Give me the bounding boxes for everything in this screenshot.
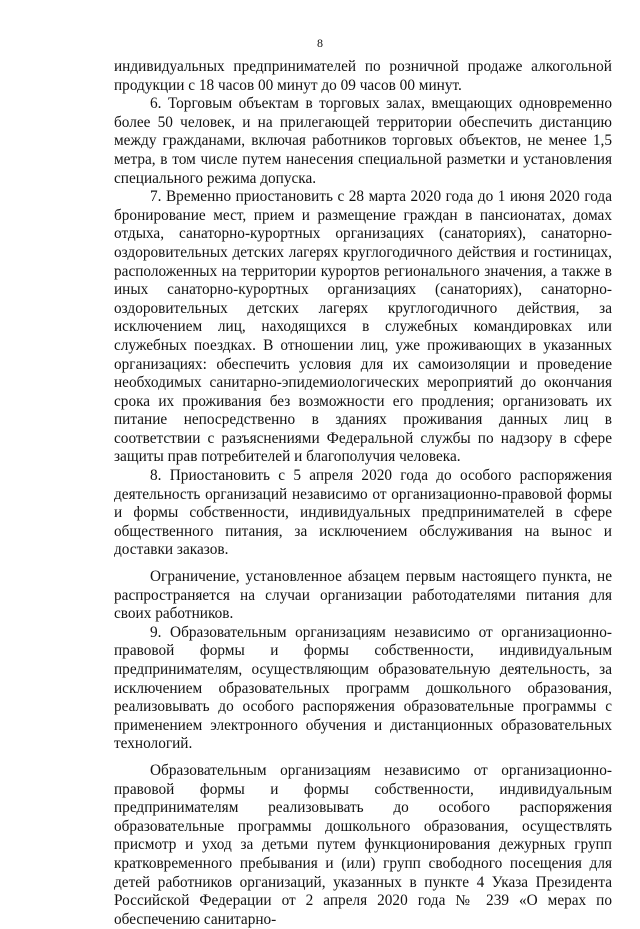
paragraph-item-8: 8. Приостановить с 5 апреля 2020 года до особого распоряжения деятельность организаций независимо от организационно-правовой формы и формы собственности, индивидуальных предпринимателей в сфере общественного питания, за исключением обслуживания на вынос и доставки заказов. xyxy=(114,467,612,559)
paragraph-item-7: 7. Временно приостановить с 28 марта 2020 года до 1 июня 2020 года бронирование мест, прием и размещение граждан в пансионатах, домах отдыха, санаторно-курортных организациях (санаториях), санаторно-оздоровительных детских лагерях круглогодичного действия и гостиницах, расположенных на территории курортов регионального значения, а также в иных санаторно-курортных организациях (санаториях), санаторно-оздоровительных детских лагерях круглогодичного действия, за исключением лиц, находящихся в служебных командировках или служебных поездках. В отношении лиц, уже проживающих в указанных организациях: обеспечить условия для их самоизоляции и проведение необходимых санитарно-эпидемиологических мероприятий до окончания срока их проживания без возможности его продления; организовать их питание непосредственно в зданиях проживания данных лиц в соответствии с разъяснениями Федеральной службы по надзору в сфере защиты прав потребителей и благополучия человека. xyxy=(114,188,612,466)
page-number: 8 xyxy=(317,36,323,50)
paragraph-item-6: 6. Торговым объектам в торговых залах, вмещающих одновременно более 50 человек, и на прилегающей территории обеспечить дистанцию между гражданами, включая работников торговых объектов, не менее 1,5 метра, в том числе путем нанесения специальной разметки и установления специального режима допуска. xyxy=(114,95,612,187)
paragraph-item-9: 9. Образовательным организациям независимо от организационно-правовой формы и формы собственности, индивидуальным предпринимателям, осуществляющим образовательную деятельность, за исключением образовательных программ дошкольного образования, реализовывать до особого распоряжения образовательные программы с применением электронного обучения и дистанционных образовательных технологий. xyxy=(114,623,612,753)
paragraph-item-8-restriction: Ограничение, установленное абзацем первым настоящего пункта, не распространяется на случаи организации работодателями питания для своих работников. xyxy=(114,568,612,623)
document-body xyxy=(114,58,612,929)
paragraph-item-9-preschool: Образовательным организациям независимо от организационно-правовой формы и формы собственности, индивидуальным предпринимателям реализовывать до особого распоряжения образовательные программы дошкольного образования, осуществлять присмотр и уход за детьми путем функционирования дежурных групп кратковременного пребывания и (или) групп свободного посещения для детей работников организаций, указанных в пункте 4 Указа Президента Российской Федерации от 2 апреля 2020 года № 239 «О мерах по обеспечению санитарно- xyxy=(114,761,612,928)
paragraph-continuation: индивидуальных предпринимателей по розничной продаже алкогольной продукции с 18 часов 00 минут до 09 часов 00 минут. xyxy=(114,58,612,94)
